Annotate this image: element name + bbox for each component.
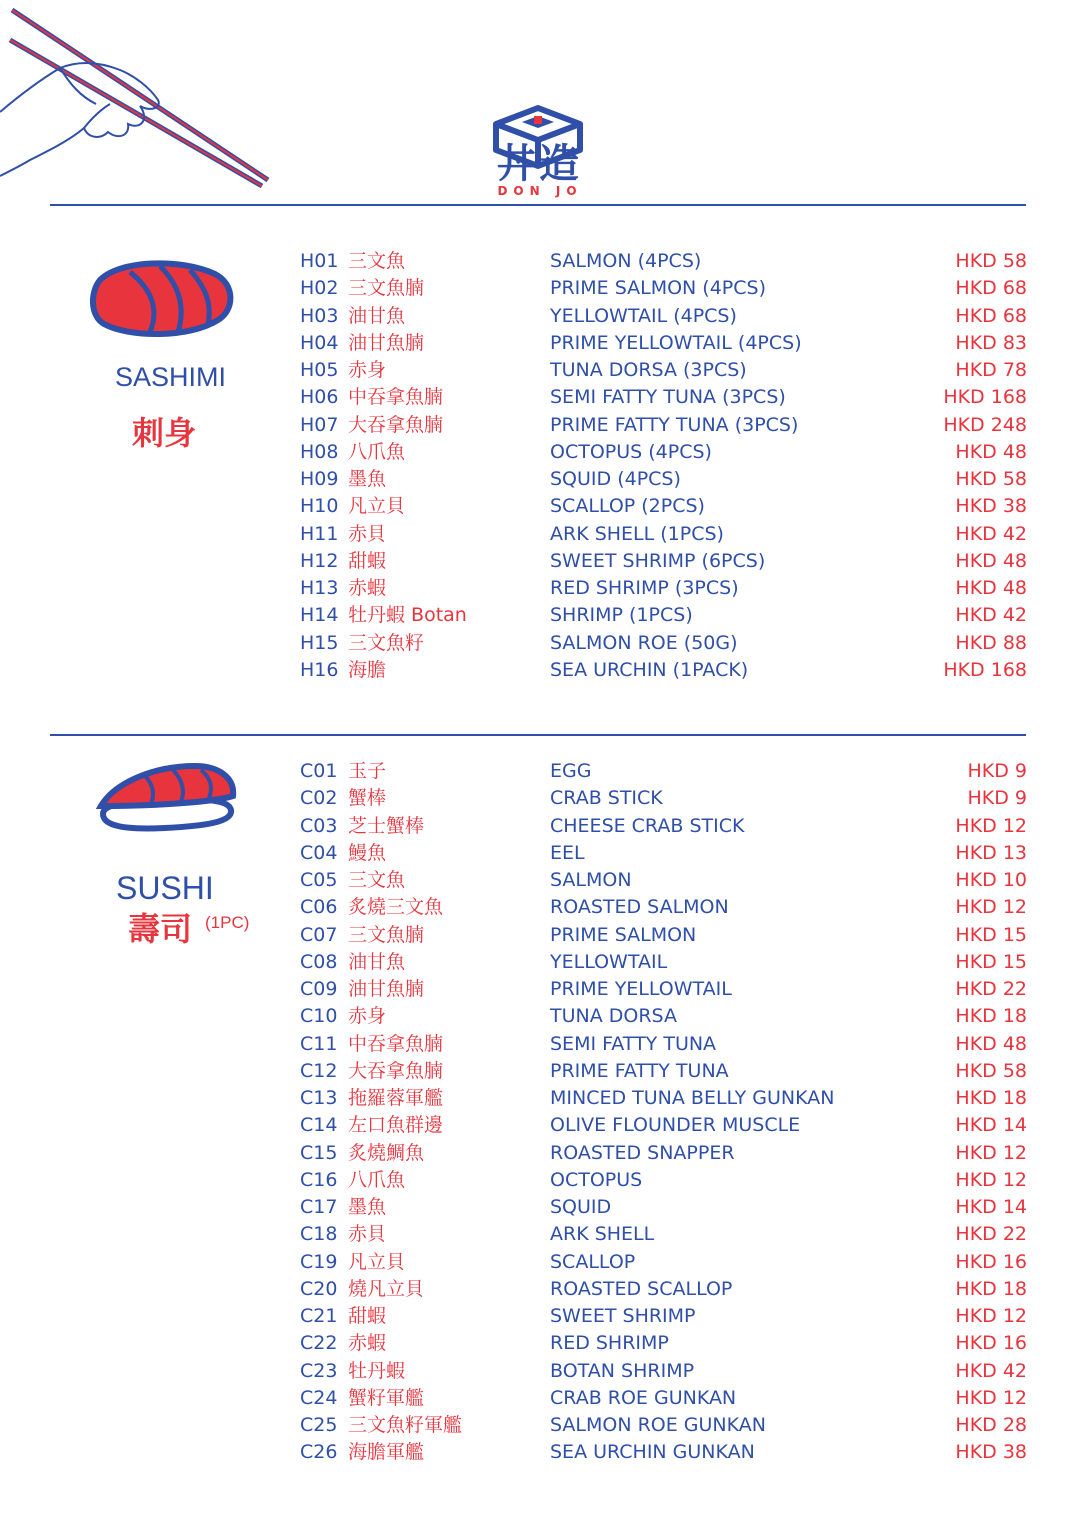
- item-code: C05: [300, 869, 338, 891]
- item-code: C07: [300, 923, 338, 946]
- item-code: H12: [300, 549, 339, 572]
- item-english-name: SWEET SHRIMP: [550, 1305, 696, 1327]
- menu-row: [0, 657, 1080, 684]
- item-code: H08: [300, 440, 339, 463]
- item-chinese-name: 三文魚: [348, 869, 406, 891]
- item-english-name: RED SHRIMP (3PCS): [550, 577, 739, 599]
- item-english-name: BOTAN SHRIMP: [550, 1359, 695, 1382]
- item-chinese-name: 油甘魚: [348, 304, 406, 327]
- item-code: C17: [300, 1196, 338, 1218]
- item-code: C06: [300, 896, 338, 919]
- item-price: HKD 248: [943, 413, 1027, 436]
- item-price: HKD 12: [955, 814, 1027, 837]
- item-chinese-name: 赤身: [348, 1005, 387, 1028]
- item-chinese-name: 赤蝦: [348, 577, 387, 599]
- item-code: C03: [300, 814, 338, 837]
- item-code: H16: [300, 658, 339, 681]
- menu-row: [0, 894, 1080, 921]
- item-chinese-name: 大吞拿魚腩: [348, 413, 444, 436]
- item-code: C18: [300, 1223, 338, 1246]
- item-code: C21: [300, 1305, 338, 1327]
- item-english-name: YELLOWTAIL: [550, 950, 668, 973]
- menu-row: [0, 330, 1080, 357]
- item-price: HKD 78: [955, 359, 1027, 381]
- item-price: HKD 42: [955, 1359, 1027, 1382]
- item-price: HKD 18: [955, 1087, 1027, 1109]
- item-price: HKD 42: [955, 522, 1027, 545]
- item-price: HKD 58: [955, 468, 1027, 490]
- item-code: H14: [300, 604, 339, 627]
- item-english-name: PRIME FATTY TUNA (3PCS): [550, 413, 799, 436]
- item-chinese-name: 八爪魚: [348, 1168, 406, 1191]
- item-code: C02: [300, 787, 338, 810]
- item-price: HKD 15: [955, 950, 1027, 973]
- item-chinese-name: 凡立貝: [348, 1250, 406, 1273]
- item-english-name: OCTOPUS: [550, 1168, 643, 1191]
- item-english-name: ROASTED SALMON: [550, 896, 729, 919]
- item-english-name: EEL: [550, 841, 585, 864]
- item-price: HKD 16: [955, 1250, 1027, 1273]
- item-code: C01: [300, 760, 338, 782]
- item-english-name: SEA URCHIN (1PACK): [550, 658, 749, 681]
- item-price: HKD 83: [955, 331, 1027, 354]
- item-chinese-name: 甜蝦: [348, 549, 387, 572]
- item-chinese-name: 大吞拿魚腩: [348, 1059, 444, 1082]
- item-code: C16: [300, 1168, 338, 1191]
- item-price: HKD 42: [955, 604, 1027, 627]
- item-english-name: ARK SHELL (1PCS): [550, 522, 724, 545]
- item-english-name: SALMON ROE (50G): [550, 631, 738, 654]
- menu-row: [0, 1058, 1080, 1085]
- menu-row: [0, 1140, 1080, 1167]
- menu-row: [0, 922, 1080, 949]
- item-price: HKD 68: [955, 277, 1027, 300]
- section-divider: [50, 734, 1026, 736]
- menu-row: [0, 602, 1080, 629]
- item-code: C26: [300, 1441, 338, 1464]
- item-price: HKD 22: [955, 978, 1027, 1000]
- menu-row: [0, 867, 1080, 894]
- item-code: C11: [300, 1032, 338, 1055]
- item-chinese-name: 拖羅蓉軍艦: [348, 1087, 444, 1109]
- item-chinese-name: 炙燒三文魚: [348, 896, 444, 919]
- item-english-name: MINCED TUNA BELLY GUNKAN: [550, 1087, 835, 1109]
- item-english-name: TUNA DORSA (3PCS): [550, 359, 747, 381]
- item-price: HKD 28: [955, 1414, 1027, 1436]
- item-chinese-name: 中吞拿魚腩: [348, 386, 444, 409]
- item-chinese-name: 玉子: [348, 760, 387, 782]
- item-price: HKD 16: [955, 1332, 1027, 1355]
- item-price: HKD 48: [955, 577, 1027, 599]
- item-english-name: CRAB STICK: [550, 787, 663, 810]
- item-code: H03: [300, 304, 339, 327]
- item-english-name: PRIME FATTY TUNA: [550, 1059, 729, 1082]
- item-price: HKD 14: [955, 1114, 1027, 1137]
- item-chinese-name: 牡丹蝦 Botan: [348, 604, 467, 627]
- item-english-name: OCTOPUS (4PCS): [550, 440, 712, 463]
- item-code: H04: [300, 331, 339, 354]
- item-price: HKD 12: [955, 1305, 1027, 1327]
- item-english-name: OLIVE FLOUNDER MUSCLE: [550, 1114, 801, 1137]
- item-price: HKD 9: [967, 787, 1027, 810]
- item-code: H13: [300, 577, 339, 599]
- menu-row: [0, 466, 1080, 493]
- item-code: C22: [300, 1332, 338, 1355]
- item-code: C04: [300, 841, 338, 864]
- item-chinese-name: 三文魚籽軍艦: [348, 1414, 463, 1436]
- item-chinese-name: 中吞拿魚腩: [348, 1032, 444, 1055]
- item-code: H05: [300, 359, 339, 381]
- item-code: C20: [300, 1277, 338, 1300]
- item-chinese-name: 三文魚籽: [348, 631, 425, 654]
- item-english-name: SEA URCHIN GUNKAN: [550, 1441, 755, 1464]
- menu-row: [0, 439, 1080, 466]
- item-chinese-name: 赤貝: [348, 522, 387, 545]
- menu-row: [0, 248, 1080, 275]
- item-english-name: SALMON (4PCS): [550, 250, 702, 272]
- item-english-name: RED SHRIMP: [550, 1332, 669, 1355]
- item-price: HKD 9: [967, 760, 1027, 782]
- menu-row: [0, 1194, 1080, 1221]
- menu-row: [0, 1358, 1080, 1385]
- item-price: HKD 168: [943, 658, 1027, 681]
- item-price: HKD 38: [955, 1441, 1027, 1464]
- item-code: H10: [300, 495, 339, 518]
- item-code: C25: [300, 1414, 338, 1436]
- item-price: HKD 12: [955, 1386, 1027, 1409]
- menu-row: [0, 357, 1080, 384]
- menu-row: [0, 303, 1080, 330]
- item-chinese-name: 芝士蟹棒: [348, 814, 425, 837]
- menu-row: [0, 1303, 1080, 1330]
- item-price: HKD 58: [955, 1059, 1027, 1082]
- item-code: C14: [300, 1114, 338, 1137]
- item-code: H02: [300, 277, 339, 300]
- item-english-name: TUNA DORSA: [550, 1005, 677, 1028]
- chopsticks-hand-icon: [0, 0, 290, 200]
- menu-row: [0, 1085, 1080, 1112]
- item-price: HKD 12: [955, 896, 1027, 919]
- menu-row: [0, 976, 1080, 1003]
- item-code: H09: [300, 468, 339, 490]
- item-code: H01: [300, 250, 339, 272]
- item-chinese-name: 牡丹蝦: [348, 1359, 406, 1382]
- item-english-name: EGG: [550, 760, 592, 782]
- item-code: C09: [300, 978, 338, 1000]
- item-code: C12: [300, 1059, 338, 1082]
- item-code: C08: [300, 950, 338, 973]
- item-english-name: SALMON: [550, 869, 632, 891]
- menu-row: [0, 1167, 1080, 1194]
- item-price: HKD 15: [955, 923, 1027, 946]
- item-english-name: ARK SHELL: [550, 1223, 655, 1246]
- item-price: HKD 22: [955, 1223, 1027, 1246]
- menu-row: [0, 1439, 1080, 1466]
- item-code: C10: [300, 1005, 338, 1028]
- item-english-name: SEMI FATTY TUNA: [550, 1032, 717, 1055]
- header: [0, 0, 1080, 210]
- item-english-name: SEMI FATTY TUNA (3PCS): [550, 386, 786, 409]
- menu-row: [0, 1412, 1080, 1439]
- item-english-name: SWEET SHRIMP (6PCS): [550, 549, 766, 572]
- item-code: C13: [300, 1087, 338, 1109]
- menu-row: [0, 785, 1080, 812]
- item-chinese-name: 甜蝦: [348, 1305, 387, 1327]
- item-english-name: SCALLOP: [550, 1250, 636, 1273]
- item-price: HKD 68: [955, 304, 1027, 327]
- item-chinese-name: 炙燒鯛魚: [348, 1141, 425, 1164]
- item-english-name: SQUID: [550, 1196, 612, 1218]
- menu-row: [0, 813, 1080, 840]
- item-english-name: SHRIMP (1PCS): [550, 604, 693, 627]
- menu-row: [0, 548, 1080, 575]
- brand-chinese-name: 丼造: [497, 141, 581, 187]
- item-chinese-name: 燒凡立貝: [348, 1277, 425, 1300]
- item-english-name: PRIME YELLOWTAIL: [550, 978, 732, 1000]
- menu-row: [0, 949, 1080, 976]
- menu-row: [0, 630, 1080, 657]
- item-english-name: PRIME SALMON: [550, 923, 697, 946]
- item-price: HKD 10: [955, 869, 1027, 891]
- item-chinese-name: 鰻魚: [348, 841, 387, 864]
- menu-row: [0, 275, 1080, 302]
- item-price: HKD 12: [955, 1141, 1027, 1164]
- item-price: HKD 48: [955, 549, 1027, 572]
- sashimi-title-en: SASHIMI: [115, 362, 227, 392]
- item-chinese-name: 蟹棒: [348, 787, 387, 810]
- menu-row: [0, 1276, 1080, 1303]
- item-english-name: SQUID (4PCS): [550, 468, 681, 490]
- item-english-name: SCALLOP (2PCS): [550, 495, 705, 518]
- item-chinese-name: 海膽: [348, 658, 387, 681]
- item-price: HKD 48: [955, 1032, 1027, 1055]
- item-chinese-name: 油甘魚腩: [348, 978, 425, 1000]
- item-code: C15: [300, 1141, 338, 1164]
- item-code: H06: [300, 386, 339, 409]
- item-price: HKD 14: [955, 1196, 1027, 1218]
- item-english-name: PRIME SALMON (4PCS): [550, 277, 766, 300]
- item-chinese-name: 油甘魚腩: [348, 331, 425, 354]
- menu-row: [0, 1003, 1080, 1030]
- item-code: C24: [300, 1386, 338, 1409]
- item-code: H11: [300, 522, 339, 545]
- item-english-name: YELLOWTAIL (4PCS): [550, 304, 737, 327]
- item-code: H07: [300, 413, 339, 436]
- item-chinese-name: 八爪魚: [348, 440, 406, 463]
- menu-row: [0, 493, 1080, 520]
- item-price: HKD 48: [955, 440, 1027, 463]
- item-price: HKD 88: [955, 631, 1027, 654]
- item-english-name: PRIME YELLOWTAIL (4PCS): [550, 331, 802, 354]
- menu-row: [0, 575, 1080, 602]
- item-chinese-name: 三文魚: [348, 250, 406, 272]
- item-price: HKD 12: [955, 1168, 1027, 1191]
- menu-row: [0, 1330, 1080, 1357]
- item-chinese-name: 凡立貝: [348, 495, 406, 518]
- item-chinese-name: 油甘魚: [348, 950, 406, 973]
- item-chinese-name: 蟹籽軍艦: [348, 1386, 425, 1409]
- item-chinese-name: 赤身: [348, 359, 387, 381]
- menu-row: [0, 1385, 1080, 1412]
- sushi-portion-note: (1PC): [205, 913, 250, 932]
- item-chinese-name: 海膽軍艦: [348, 1441, 425, 1464]
- menu-row: [0, 384, 1080, 411]
- header-divider: [50, 204, 1026, 206]
- item-price: HKD 18: [955, 1277, 1027, 1300]
- menu-row: [0, 1031, 1080, 1058]
- item-chinese-name: 三文魚腩: [348, 923, 425, 946]
- item-chinese-name: 左口魚群邊: [348, 1114, 444, 1137]
- item-price: HKD 13: [955, 841, 1027, 864]
- item-english-name: CRAB ROE GUNKAN: [550, 1386, 737, 1409]
- menu-row: [0, 840, 1080, 867]
- item-english-name: ROASTED SCALLOP: [550, 1277, 733, 1300]
- menu-row: [0, 412, 1080, 439]
- item-code: C19: [300, 1250, 338, 1273]
- brand-english-name: DON JO: [497, 184, 583, 198]
- item-price: HKD 58: [955, 250, 1027, 272]
- menu-row: [0, 1221, 1080, 1248]
- item-chinese-name: 墨魚: [348, 468, 387, 490]
- item-price: HKD 18: [955, 1005, 1027, 1028]
- item-chinese-name: 赤貝: [348, 1223, 387, 1246]
- item-code: C23: [300, 1359, 338, 1382]
- item-chinese-name: 三文魚腩: [348, 277, 425, 300]
- item-english-name: SALMON ROE GUNKAN: [550, 1414, 766, 1436]
- menu-row: [0, 758, 1080, 785]
- sushi-title-cn: 壽司: [128, 911, 193, 947]
- item-english-name: ROASTED SNAPPER: [550, 1141, 735, 1164]
- sashimi-title-cn: 刺身: [132, 415, 197, 451]
- menu-row: [0, 521, 1080, 548]
- item-chinese-name: 墨魚: [348, 1196, 387, 1218]
- item-code: H15: [300, 631, 339, 654]
- item-english-name: CHEESE CRAB STICK: [550, 814, 745, 837]
- sushi-title-en: SUSHI: [116, 870, 214, 906]
- menu-row: [0, 1249, 1080, 1276]
- item-price: HKD 38: [955, 495, 1027, 518]
- menu-row: [0, 1112, 1080, 1139]
- item-chinese-name: 赤蝦: [348, 1332, 387, 1355]
- item-price: HKD 168: [943, 386, 1027, 409]
